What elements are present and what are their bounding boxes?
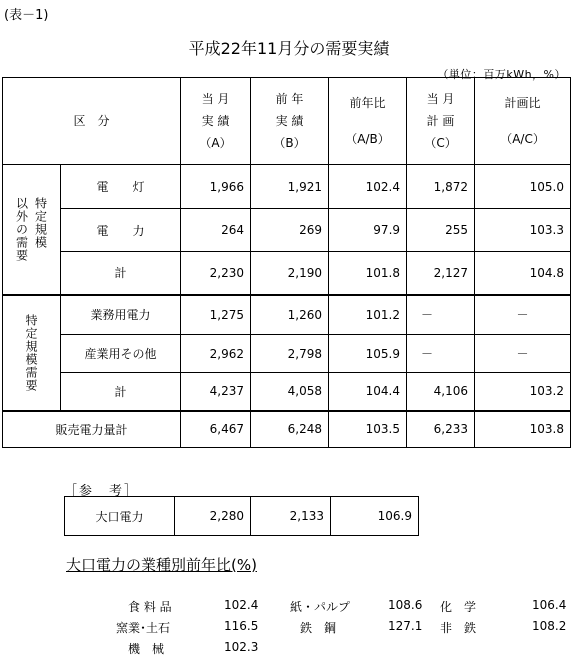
industry-value: 116.5 [224, 619, 259, 633]
industry-name: 非 鉄 [440, 621, 477, 635]
cell-a: 2,962 [181, 335, 251, 373]
header-col-ac-line1: 計画比 [504, 96, 541, 110]
cell-b: 1,260 [251, 295, 329, 335]
header-col-ab [329, 78, 407, 165]
cell-c: 1,872 [407, 165, 475, 209]
cell-ab: 97.9 [329, 209, 407, 252]
cell-ac: － [475, 335, 571, 373]
header-col-b [251, 78, 329, 165]
cell-a: 264 [181, 209, 251, 252]
header-col-a-line2: 実 績 [201, 114, 230, 128]
header-row [3, 78, 571, 165]
cell-ab: 105.9 [329, 335, 407, 373]
cell-ac: 103.2 [475, 373, 571, 411]
industry-name: 機 械 [128, 642, 165, 656]
header-col-ab-line2: （A/B） [345, 132, 390, 146]
header-col-b-line1: 前 年 [275, 92, 304, 106]
cell-b: 269 [251, 209, 329, 252]
cell-b: 2,798 [251, 335, 329, 373]
industry-value: 106.4 [532, 598, 567, 612]
table-row [3, 209, 571, 252]
cell-ac: 103.8 [475, 411, 571, 448]
row-label: 電 灯 [61, 165, 181, 209]
group1-label-line1: 特定規模 [33, 196, 48, 249]
cell-a: 4,237 [181, 373, 251, 411]
cell-b: 4,058 [251, 373, 329, 411]
reference-label: ［参 考］ [64, 484, 140, 499]
header-col-a-line3: （A） [199, 136, 232, 150]
cell-c: 6,233 [407, 411, 475, 448]
cell-c: － [407, 335, 475, 373]
cell-ac: 105.0 [475, 165, 571, 209]
industry-value: 108.2 [532, 619, 567, 633]
header-col-b-line3: （B） [273, 136, 306, 150]
industry-name: 化 学 [440, 600, 477, 614]
industry-value: 102.3 [224, 640, 259, 654]
cell-b: 2,133 [251, 497, 331, 536]
industry-value: 108.6 [388, 598, 423, 612]
group1-label [3, 165, 61, 295]
cell-ac: 104.8 [475, 252, 571, 295]
cell-a: 1,966 [181, 165, 251, 209]
row-label: 電 力 [61, 209, 181, 252]
group2-label [3, 295, 61, 411]
reference-table [64, 496, 419, 536]
table-row [3, 373, 571, 411]
cell-ab: 104.4 [329, 373, 407, 411]
industry-name: 窯業･土石 [116, 621, 171, 635]
header-col-ac-line2: （A/C） [500, 132, 545, 146]
unit-label: （単位：百万kWh，%） [437, 68, 566, 81]
industry-name: 鉄 鋼 [300, 621, 337, 635]
total-label: 販売電力量計 [3, 411, 181, 448]
table-row [3, 295, 571, 335]
cell-ab: 102.4 [329, 165, 407, 209]
table-row [3, 165, 571, 209]
group1-label-line2: 以外の需要 [14, 196, 29, 262]
cell-c: － [407, 295, 475, 335]
header-col-c [407, 78, 475, 165]
cell-b: 6,248 [251, 411, 329, 448]
cell-ab: 101.8 [329, 252, 407, 295]
cell-ab: 103.5 [329, 411, 407, 448]
cell-b: 1,921 [251, 165, 329, 209]
table-row [3, 252, 571, 295]
cell-ab: 101.2 [329, 295, 407, 335]
industry-value: 102.4 [224, 598, 259, 612]
cell-ac: － [475, 295, 571, 335]
header-col-c-line3: （C） [424, 136, 457, 150]
cell-a: 2,230 [181, 252, 251, 295]
industry-name: 食 料 品 [128, 600, 172, 614]
total-row [3, 411, 571, 448]
demand-table [2, 77, 571, 448]
header-col-a-line1: 当 月 [201, 92, 230, 106]
header-col-ab-line1: 前年比 [349, 96, 386, 110]
cell-ab: 106.9 [331, 497, 419, 536]
cell-ac: 103.3 [475, 209, 571, 252]
cell-a: 6,467 [181, 411, 251, 448]
row-label: 大口電力 [65, 497, 175, 536]
row-label: 産業用その他 [61, 335, 181, 373]
table-row [3, 335, 571, 373]
header-col-c-line1: 当 月 [426, 92, 455, 106]
cell-c: 2,127 [407, 252, 475, 295]
page-title: 平成22年11月分の需要実績 [188, 39, 390, 58]
row-label: 業務用電力 [61, 295, 181, 335]
table-row [65, 497, 419, 536]
cell-a: 1,275 [181, 295, 251, 335]
row-label: 計 [61, 373, 181, 411]
cell-c: 4,106 [407, 373, 475, 411]
header-category: 区 分 [3, 78, 181, 165]
header-col-ac [475, 78, 571, 165]
industry-value: 127.1 [388, 619, 423, 633]
cell-a: 2,280 [175, 497, 251, 536]
industry-title: 大口電力の業種別前年比(%) [66, 556, 257, 574]
industry-name: 紙・パルプ [290, 600, 351, 614]
cell-b: 2,190 [251, 252, 329, 295]
cell-c: 255 [407, 209, 475, 252]
table-caption: (表－1) [4, 8, 49, 23]
row-label: 計 [61, 252, 181, 295]
header-col-b-line2: 実 績 [275, 114, 304, 128]
header-col-a [181, 78, 251, 165]
group2-label-text: 特定規模需要 [24, 313, 38, 392]
header-col-c-line2: 計 画 [426, 114, 455, 128]
